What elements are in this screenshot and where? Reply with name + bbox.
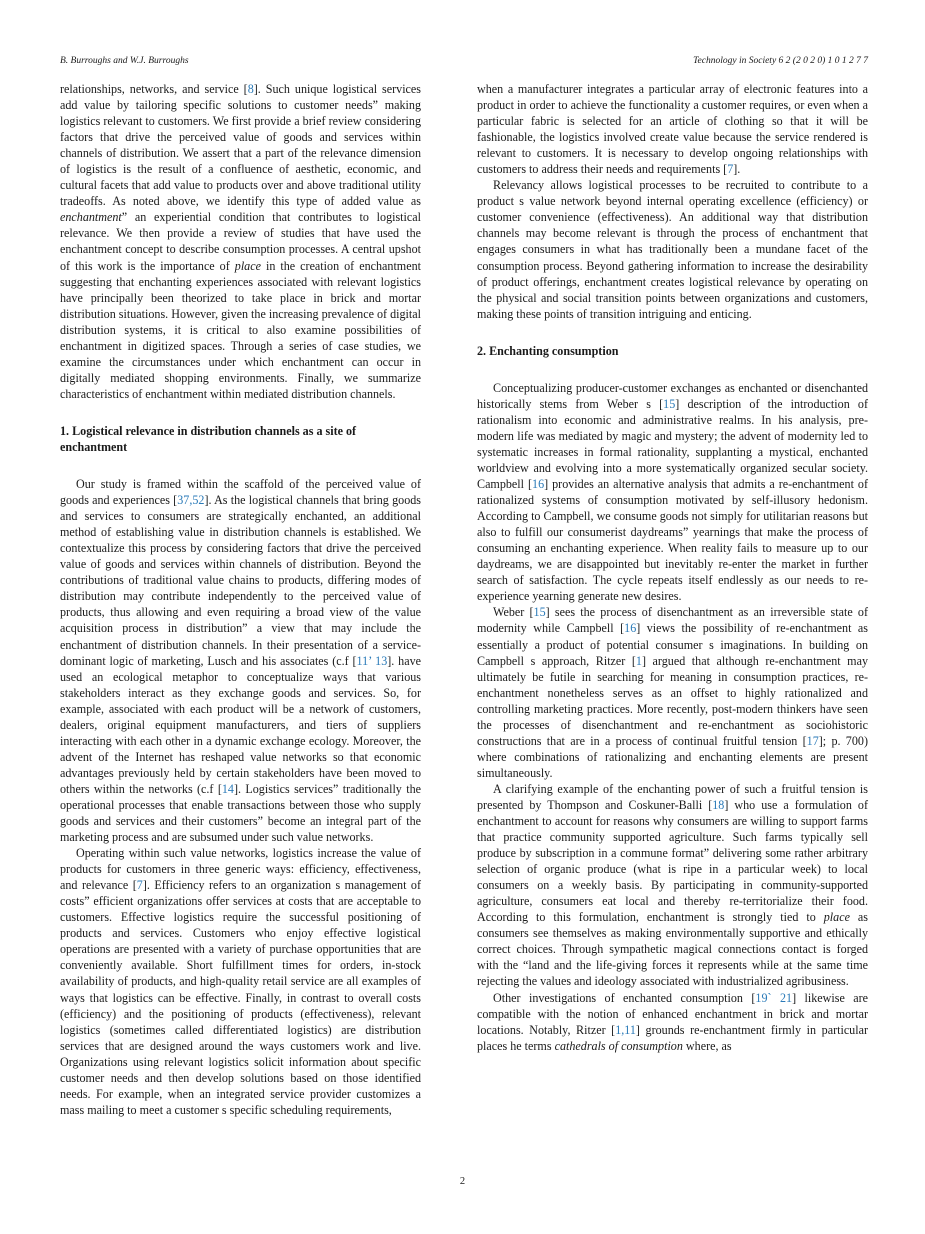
citation-link[interactable]: 1,11: [615, 1022, 636, 1037]
paragraph: [477, 604, 868, 781]
text-run: ]. have used an ecological metaphor to conceptualize ways that various stakeholders interact as they exchange goods and services. So, for example, associated with each product will be a network of customers, dealers, original equipment manufacturers, and tiers of suppliers interacting with each other in a dynamic exchange ecology. Moreover, the advent of the Internet has reshaped value networks so that economic advantages previously held by certain stakeholders have been moved to others within the networks (c.f [: [60, 653, 421, 796]
text-run: Relevancy allows logistical processes to be recruited to contribute to a product s value network beyond internal operating excellence (efficiency) or customer convenience (effectiveness). An additional way that distribution channels may become relevant is through the process of enchantment that engages consumers in what has traditionally been a mundane facet of the consumption process. Beyond gathering information to increase the desirability of product offerings, enchantment creates logistical relevance by operating on the physical and social transition points between organizations and customers, making these points of transition intriguing and enticing.: [477, 178, 868, 321]
citation-link[interactable]: 7: [136, 878, 143, 893]
text-run: ] who use a formulation of enchantment to account for reasons why consumers are willing to support farms that practice community supported agriculture. Such farms typically sell produce by subscription in a commune format” delivering some rather arbitrary selection of organic produce (what is ripe in a particular week) to local consumers on a weekly basis. By participating in community-supported agriculture, consumers eat local and thereby re-territorialize their food. According to this formulation, enchantment is strongly tied to: [477, 797, 868, 925]
citation-link[interactable]: 15: [663, 396, 676, 411]
paragraph: [477, 990, 868, 1054]
paragraph: [477, 81, 868, 177]
left-column: [60, 81, 421, 1118]
paragraph: [477, 781, 868, 990]
text-run: where, as: [682, 1038, 732, 1053]
paragraph: [477, 177, 868, 321]
citation-link[interactable]: 16: [532, 477, 545, 492]
text-run: ]; p. 700) where combinations of rationalizing and enchanting elements are present simultaneously.: [477, 733, 868, 780]
paragraph: [60, 845, 421, 1118]
italic-text: enchantment: [60, 210, 122, 225]
header-authors: B. Burroughs and W.J. Burroughs: [60, 56, 189, 66]
italic-text: place: [234, 258, 261, 273]
text-run: ” an experiential condition that contributes to logistical relevance. We then provide a review of studies that have used the enchantment concept to describe consumption processes. A central upshot of this work is the importance of: [60, 210, 421, 273]
text-run: ] sees the process of disenchantment as an irreversible state of modernity while Campbell [: [477, 605, 869, 636]
text-run: as consumers see themselves as making environmentally supportive and ethically correct choices. Through sympathetic magical connections contact is forged with the “land and the life-giving forces it represents while at the same time rejecting the values and ideology associated with industrialized agribusiness.: [477, 910, 868, 989]
text-run: Operating within such value networks, logistics increase the value of products for customers in three generic ways: efficiency, effectiveness, and relevance [: [60, 846, 421, 893]
text-run: Other investigations of enchanted consumption [: [493, 990, 756, 1005]
text-run: ] provides an alternative analysis that admits a re-enchantment of rationalized systems of consumption motivated by self-illusory hedonism. According to Campbell, we consume goods not simply for utilitarian reasons but also to fulfill our consumerist daydreams” yearnings that make the process of consuming an enchanting experience. When reality fails to measure up to our daydreams, we are disappointed but inevitably re-enter the market in further search of satisfaction. The cycle repeats itself endlessly as our needs to re-experience yearning generate new desires.: [477, 477, 868, 604]
citation-link[interactable]: 7: [727, 162, 734, 177]
citation-link[interactable]: 19` 21: [755, 990, 793, 1005]
italic-text: cathedrals of consumption: [554, 1038, 683, 1053]
text-run: ].: [733, 162, 741, 177]
text-run: ]. Logistics services” traditionally the operational processes that enable transactions between those who supply goods and services and their customers” become an integral part of the marketing process and are subsumed under such value networks.: [60, 781, 421, 845]
text-run: ] argued that although re-enchantment may ultimately be futile in searching for meaning in consumption practices, re-enchantment nonetheless serves as an offset to highly rationalized and controlling marketing practices. More recently, post-modern thinkers have seen the processes of disenchantment and re-enchantment as sociohistoric constructions that are in a process of continual fruitful tension [: [477, 653, 868, 748]
citation-link[interactable]: 18: [712, 797, 725, 812]
section-heading-1: 1. Logistical relevance in distribution channels as a site of enchantment: [60, 423, 357, 454]
text-run: ]. As the logistical channels that bring goods and services to consumers are strategically enchanted, an additional method of establishing value in distribution channels is established. We contextualize this process by considering factors that drive the perceived value of goods and services within channels of distribution. Beyond the contributions of traditional value chains to products, differing modes of distribution may contribute independently to the perceived value of products, thus allowing and even requiring a broad view of the value acquisition process in distribution” a view that may include the enchantment of distribution channels. In their presentation of a service-dominant logic of marketing, Lusch and his associates (c.f [: [60, 493, 421, 668]
citation-link[interactable]: 15: [533, 605, 546, 620]
text-run: ]. Efficiency refers to an organization s management of costs” efficient organizations offer services at costs that are acceptable to customers. Effective logistics require the successful positioning of products and services. Customers who enjoy effective logistical operations are presented with a variety of purchase opportunities that are conveniently available. Short fulfillment times for orders, in-stock availability of products, and high-quality retail service are all examples of ways that logistics can be effective. Finally, in contrast to overall costs (efficiency) and the positioning of products (effectiveness), relevant logistics (sometimes called differentiated logistics) are distribution services that are designed around the ways customers work and live. Organizations using relevant logistics solicit information about specific customer needs and then develop solutions based on those identified needs. For example, when an integrated service provider customizes a mass mailing to meet a customer s specific scheduling requirements,: [60, 878, 421, 1117]
text-run: in the creation of enchantment suggesting that enchanting experiences associated with relevant logistics have principally been theorized to take place in brick and mortar distribution situations. However, given the increasing prevalence of digital distribution systems, it is critical to also examine possibilities of enchantment in digitized spaces. Through a series of case studies, we examine the circumstances under which enchantment can occur in digitally mediated shopping environments. Finally, we summarize characteristics of enchantment within mediated distribution channels.: [60, 258, 421, 401]
citation-link[interactable]: 11’ 13: [356, 653, 388, 668]
running-header: [60, 56, 868, 70]
paragraph: [60, 81, 421, 402]
citation-link[interactable]: 8: [247, 82, 254, 96]
italic-text: place: [823, 910, 850, 925]
text-run: when a manufacturer integrates a particular array of electronic features into a product in order to achieve the functionality a customer requires, or even when a particular fabric is selected for an article of clothing so that it will be fashionable, the logistics involved create value because the service rendered is relevant to customers. It is necessary to develop ongoing relationships with customers to address their needs and requirements [: [477, 82, 868, 177]
header-journal: Technology in Society 6 2 (2 0 2 0) 1 0 1 2 7 7: [693, 56, 868, 66]
text-run: relationships, networks, and service [: [60, 82, 248, 96]
text-run: ] likewise are compatible with the notion of enhanced enchantment in brick and mortar locations. Notably, Ritzer [: [477, 990, 868, 1037]
right-column: [477, 81, 868, 1054]
text-run: Conceptualizing producer-customer exchanges as enchanted or disenchanted historically stems from Weber s [: [477, 380, 868, 411]
paragraph: [477, 380, 868, 605]
text-run: A clarifying example of the enchanting power of such a fruitful tension is presented by Thompson and Coskuner-Balli [: [477, 781, 868, 812]
citation-link[interactable]: 1: [635, 653, 642, 668]
text-run: ] description of the introduction of rationalism into economic and administrative realms. In his analysis, pre-modern life was mediated by magic and mystery; the advent of modernity led to systematic increases in formal rationality, supplanting a mystical, enchanted worldview and evolving into a more systematically organized secular society. Campbell [: [477, 396, 868, 492]
text-run: ]. Such unique logistical services add value by tailoring specific solutions to customer needs” making logistics relevant to customers. We first provide a brief review considering factors that drive the perceived value of goods and services within channels of distribution. We assert that a part of the relevance dimension of logistics is the result of a confluence of aesthetic, economic, and cultural facets that add value to products over and above traditional utility tradeoffs. As noted above, we identify this type of added value as: [60, 82, 421, 209]
citation-link[interactable]: 14: [221, 781, 234, 796]
text-run: Our study is framed within the scaffold of the perceived value of goods and experiences [: [60, 477, 421, 508]
section-heading-2: 2. Enchanting consumption: [477, 343, 619, 358]
text-run: Weber [: [493, 605, 534, 620]
text-run: ] grounds re-enchantment firmly in particular places he terms: [477, 1022, 868, 1053]
citation-link[interactable]: 16: [624, 621, 637, 636]
citation-link[interactable]: 37,52: [177, 493, 205, 508]
citation-link[interactable]: 17: [806, 733, 819, 748]
paragraph: [60, 476, 421, 845]
page-number: 2: [459, 1176, 466, 1187]
text-run: ] views the possibility of re-enchantment as essentially a product of potential consumer s imaginations. In building on Campbell s approach, Ritzer [: [477, 621, 869, 668]
